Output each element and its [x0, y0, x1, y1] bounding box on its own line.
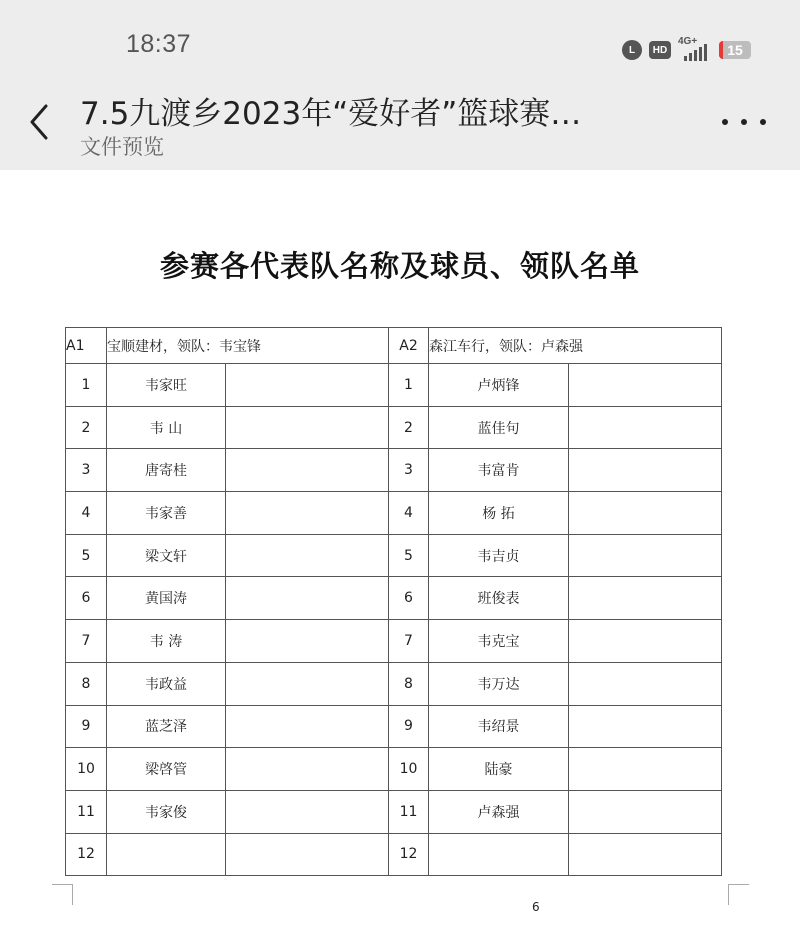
- table-row: [66, 364, 722, 407]
- page-corner-mark: [728, 884, 749, 905]
- player-extra: [569, 534, 722, 577]
- team-header-row: [66, 328, 722, 364]
- player-name: 黄国涛: [107, 577, 226, 620]
- player-extra: [226, 577, 389, 620]
- player-name: 韦家善: [107, 492, 226, 535]
- player-extra: [569, 705, 722, 748]
- table-row: [66, 577, 722, 620]
- player-number: 5: [389, 534, 429, 577]
- player-name: 蓝佳句: [429, 406, 569, 449]
- player-number: 12: [389, 833, 429, 876]
- player-extra: [569, 748, 722, 791]
- page-number: 6: [532, 900, 540, 914]
- player-number: 1: [66, 364, 107, 407]
- hd-icon: HD: [649, 41, 671, 59]
- page-corner-mark: [52, 884, 73, 905]
- player-number: 7: [66, 620, 107, 663]
- player-extra: [569, 492, 722, 535]
- alarm-icon: L: [622, 40, 642, 60]
- player-name: [429, 833, 569, 876]
- player-number: 4: [389, 492, 429, 535]
- team-code: A1: [66, 328, 107, 364]
- player-number: 11: [66, 790, 107, 833]
- player-number: 2: [389, 406, 429, 449]
- document-title: 7.5九渡乡2023年“爱好者”篮球赛…: [80, 96, 582, 132]
- player-number: 3: [389, 449, 429, 492]
- player-extra: [569, 577, 722, 620]
- player-name: 韦吉贞: [429, 534, 569, 577]
- team-header: 森江车行，领队：卢森强: [429, 328, 722, 364]
- player-number: 9: [66, 705, 107, 748]
- player-extra: [569, 662, 722, 705]
- player-number: 11: [389, 790, 429, 833]
- player-extra: [226, 748, 389, 791]
- player-extra: [226, 790, 389, 833]
- player-extra: [226, 662, 389, 705]
- player-name: 韦 山: [107, 406, 226, 449]
- player-number: 5: [66, 534, 107, 577]
- player-extra: [226, 534, 389, 577]
- team-header: 宝顺建材，领队：韦宝锋: [107, 328, 389, 364]
- status-icons: [622, 38, 751, 62]
- player-extra: [569, 406, 722, 449]
- back-button[interactable]: [24, 100, 54, 144]
- network-label: 4G+: [678, 36, 698, 47]
- player-number: 8: [389, 662, 429, 705]
- table-row: [66, 662, 722, 705]
- player-name: 韦克宝: [429, 620, 569, 663]
- player-name: 韦富肯: [429, 449, 569, 492]
- player-name: 韦政益: [107, 662, 226, 705]
- player-number: 1: [389, 364, 429, 407]
- table-row: [66, 833, 722, 876]
- player-extra: [226, 705, 389, 748]
- player-name: 梁文轩: [107, 534, 226, 577]
- more-options-button[interactable]: [722, 108, 766, 136]
- player-number: 2: [66, 406, 107, 449]
- battery-level: 15: [727, 42, 743, 58]
- team-code: A2: [389, 328, 429, 364]
- player-name: 韦万达: [429, 662, 569, 705]
- player-name: 韦绍景: [429, 705, 569, 748]
- page-heading: 参赛各代表队名称及球员、领队名单: [159, 249, 640, 283]
- player-number: 3: [66, 449, 107, 492]
- player-number: 4: [66, 492, 107, 535]
- player-number: 6: [66, 577, 107, 620]
- player-extra: [569, 364, 722, 407]
- player-name: 卢森强: [429, 790, 569, 833]
- table-row: [66, 705, 722, 748]
- player-name: 韦 涛: [107, 620, 226, 663]
- player-name: 卢炳锋: [429, 364, 569, 407]
- player-extra: [226, 406, 389, 449]
- player-extra: [226, 492, 389, 535]
- player-number: 7: [389, 620, 429, 663]
- player-name: 班俊表: [429, 577, 569, 620]
- player-extra: [226, 833, 389, 876]
- player-name: 杨 拓: [429, 492, 569, 535]
- player-name: 蓝芝泽: [107, 705, 226, 748]
- player-number: 9: [389, 705, 429, 748]
- player-name: 韦家俊: [107, 790, 226, 833]
- player-extra: [569, 620, 722, 663]
- table-row: [66, 534, 722, 577]
- player-extra: [226, 620, 389, 663]
- table-row: [66, 620, 722, 663]
- table-row: [66, 748, 722, 791]
- player-name: 梁啓管: [107, 748, 226, 791]
- player-name: 陆豪: [429, 748, 569, 791]
- chevron-left-icon: [28, 103, 50, 141]
- document-subtitle: 文件预览: [80, 135, 164, 159]
- table-row: [66, 790, 722, 833]
- player-name: 韦家旺: [107, 364, 226, 407]
- player-name: [107, 833, 226, 876]
- player-extra: [226, 364, 389, 407]
- player-number: 6: [389, 577, 429, 620]
- battery-icon: [719, 41, 751, 59]
- player-number: 12: [66, 833, 107, 876]
- player-number: 10: [66, 748, 107, 791]
- table-row: [66, 449, 722, 492]
- table-row: [66, 492, 722, 535]
- player-extra: [569, 790, 722, 833]
- player-extra: [569, 449, 722, 492]
- status-time: 18:37: [126, 30, 192, 58]
- player-number: 10: [389, 748, 429, 791]
- player-number: 8: [66, 662, 107, 705]
- player-name: 唐寄桂: [107, 449, 226, 492]
- player-extra: [569, 833, 722, 876]
- roster-table: [65, 327, 722, 876]
- signal-4g-icon: [678, 36, 712, 61]
- player-extra: [226, 449, 389, 492]
- table-row: [66, 406, 722, 449]
- more-horizontal-icon: [722, 119, 728, 125]
- app-header: [0, 0, 800, 170]
